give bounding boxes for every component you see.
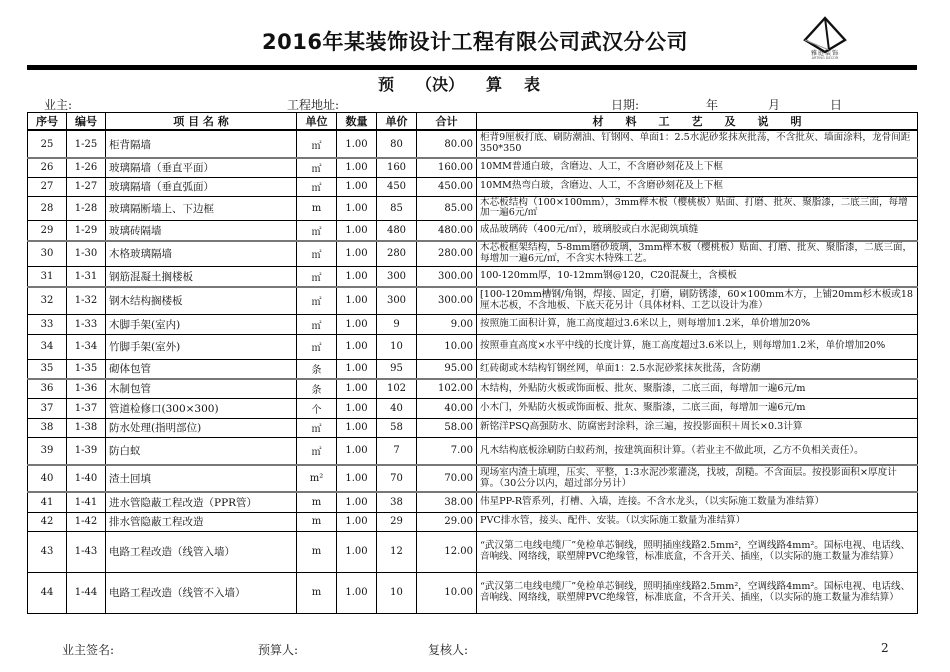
estimator-label: 预算人: xyxy=(258,643,299,657)
row-code: 1-36 xyxy=(67,379,106,398)
table-row xyxy=(28,398,918,418)
row-seq: 34 xyxy=(28,334,67,359)
row-unit-price: 85 xyxy=(377,196,417,220)
row-qty: 1.00 xyxy=(337,572,377,613)
row-seq: 31 xyxy=(28,266,67,287)
row-qty: 1.00 xyxy=(337,379,377,398)
row-unit-price: 280 xyxy=(377,241,417,266)
row-description: 伟星PP-R管系列，打槽、入墙，连接。不含水龙头，（以实际施工数量为准结算） xyxy=(477,492,918,512)
row-code: 1-29 xyxy=(67,220,106,241)
row-unit: ㎡ xyxy=(297,220,337,241)
row-description: 现场室内渣土填埋，压实、平整，1:3水泥沙浆灌浇，找坡，刮糙。不含面层。按投影面积×厚度计算。（30公分以内，超过部分另计） xyxy=(477,465,918,492)
row-seq: 29 xyxy=(28,220,67,241)
logo-name-cn: 雅庭装饰 xyxy=(810,50,839,57)
row-code: 1-39 xyxy=(67,437,106,465)
row-description: 木芯板结构（100×100mm），3mm榉木板（樱桃板）贴面、打磨、批灰、聚脂漆，二底三面，每增加一遍6元/㎡ xyxy=(477,196,918,220)
row-unit-price: 12 xyxy=(377,531,417,572)
row-seq: 26 xyxy=(28,158,67,177)
address-label: 工程地址: xyxy=(287,98,340,112)
row-code: 1-25 xyxy=(67,130,106,158)
row-total: 58.00 xyxy=(417,418,477,437)
table-row xyxy=(28,492,918,512)
row-item-name: 木格玻璃隔墙 xyxy=(106,241,297,266)
row-seq: 44 xyxy=(28,572,67,613)
row-item-name: 进水管隐蔽工程改造（PPR管） xyxy=(106,492,297,512)
row-unit-price: 29 xyxy=(377,512,417,531)
row-description: 按照施工面积计算，施工高度超过3.6米以上，则每增加1.2米，单价增加20% xyxy=(477,314,918,334)
row-unit-price: 95 xyxy=(377,359,417,379)
row-total: 10.00 xyxy=(417,572,477,613)
row-description: 按照垂直高度×水平中线的长度计算，施工高度超过3.6米以上，则每增加1.2米，单价增加20% xyxy=(477,334,918,359)
row-total: 80.00 xyxy=(417,130,477,158)
row-unit: ㎡ xyxy=(297,266,337,287)
subtitle-char: 表 xyxy=(524,75,541,94)
row-item-name: 竹脚手架(室外) xyxy=(106,334,297,359)
row-item-name: 电路工程改造（线管不入墙） xyxy=(106,572,297,613)
table-row xyxy=(28,241,918,266)
row-qty: 1.00 xyxy=(337,334,377,359)
row-code: 1-34 xyxy=(67,334,106,359)
row-code: 1-26 xyxy=(67,158,106,177)
row-item-name: 玻璃隔墙（垂直平面） xyxy=(106,158,297,177)
row-seq: 40 xyxy=(28,465,67,492)
col-header-price: 单价 xyxy=(377,113,417,131)
row-total: 70.00 xyxy=(417,465,477,492)
reviewer-label: 复核人: xyxy=(428,643,469,657)
row-code: 1-31 xyxy=(67,266,106,287)
row-unit-price: 7 xyxy=(377,437,417,465)
row-unit-price: 10 xyxy=(377,572,417,613)
row-seq: 25 xyxy=(28,130,67,158)
row-item-name: 渣土回填 xyxy=(106,465,297,492)
row-unit: ㎡ xyxy=(297,177,337,196)
row-total: 7.00 xyxy=(417,437,477,465)
row-unit-price: 102 xyxy=(377,379,417,398)
table-body xyxy=(28,130,918,613)
row-item-name: 玻璃隔墙（垂直弧面） xyxy=(106,177,297,196)
row-qty: 1.00 xyxy=(337,465,377,492)
row-unit: ㎡ xyxy=(297,241,337,266)
row-unit-price: 80 xyxy=(377,130,417,158)
row-unit: m xyxy=(297,572,337,613)
form-subtitle xyxy=(378,72,562,95)
col-header-total: 合计 xyxy=(417,113,477,131)
year-label: 年 xyxy=(706,98,719,112)
row-code: 1-27 xyxy=(67,177,106,196)
row-description: [100-120mm槽钢/角钢，焊接、固定，打磨，刷防锈漆，60×100mm木方，上铺20mm杉木板或18厘木芯板，不含地板、下底天花另计（具体材料、工艺以设计为准） xyxy=(477,287,918,314)
row-seq: 39 xyxy=(28,437,67,465)
row-qty: 1.00 xyxy=(337,314,377,334)
row-code: 1-38 xyxy=(67,418,106,437)
row-unit: m xyxy=(297,492,337,512)
row-code: 1-42 xyxy=(67,512,106,531)
row-total: 95.00 xyxy=(417,359,477,379)
row-item-name: 电路工程改造（线管入墙） xyxy=(106,531,297,572)
subtitle-char: 算 xyxy=(486,75,503,94)
subtitle-char: 预 xyxy=(378,75,395,94)
col-header-desc: 材 料 工 艺 及 说 明 xyxy=(477,113,918,131)
table-row xyxy=(28,572,918,613)
row-item-name: 钢木结构搁楼板 xyxy=(106,287,297,314)
table-row xyxy=(28,314,918,334)
row-item-name: 木制包管 xyxy=(106,379,297,398)
row-seq: 41 xyxy=(28,492,67,512)
table-row xyxy=(28,334,918,359)
table-row xyxy=(28,418,918,437)
row-unit: 个 xyxy=(297,398,337,418)
row-qty: 1.00 xyxy=(337,287,377,314)
budget-table xyxy=(27,112,918,614)
row-code: 1-41 xyxy=(67,492,106,512)
logo-name-en: ARTING DECOR xyxy=(811,56,839,60)
row-total: 38.00 xyxy=(417,492,477,512)
row-unit: ㎡ xyxy=(297,287,337,314)
row-unit-price: 450 xyxy=(377,177,417,196)
row-item-name: 玻璃砖隔墙 xyxy=(106,220,297,241)
row-code: 1-30 xyxy=(67,241,106,266)
row-description: “武汉第二电线电缆厂”免检单芯铜线，照明插座线路2.5mm²，空调线路4mm²。国标电视、电话线、音响线、网络线，联塑牌PVC绝缘管，标准底盒，不含开关、插座，（以实际的施工数量为准结算） xyxy=(477,531,918,572)
row-seq: 43 xyxy=(28,531,67,572)
row-code: 1-35 xyxy=(67,359,106,379)
row-item-name: 柜背隔墙 xyxy=(106,130,297,158)
row-qty: 1.00 xyxy=(337,196,377,220)
row-total: 12.00 xyxy=(417,531,477,572)
row-qty: 1.00 xyxy=(337,359,377,379)
row-code: 1-40 xyxy=(67,465,106,492)
header-rule xyxy=(27,65,917,70)
row-total: 9.00 xyxy=(417,314,477,334)
table-row xyxy=(28,177,918,196)
table-row xyxy=(28,287,918,314)
row-unit-price: 480 xyxy=(377,220,417,241)
row-seq: 38 xyxy=(28,418,67,437)
row-total: 40.00 xyxy=(417,398,477,418)
row-item-name: 玻璃隔断墙上、下边框 xyxy=(106,196,297,220)
row-description: 木芯板框架结构，5-8mm磨砂玻璃，3mm榉木板（樱桃板）贴面、打磨、批灰、聚脂漆，二底三面，每增加一遍6元/㎡，不含实木特殊工艺。 xyxy=(477,241,918,266)
row-description: 10MM普通白玻，含磨边、人工，不含磨砂刻花及上下框 xyxy=(477,158,918,177)
row-total: 300.00 xyxy=(417,287,477,314)
row-seq: 42 xyxy=(28,512,67,531)
row-unit-price: 10 xyxy=(377,334,417,359)
table-row xyxy=(28,220,918,241)
row-unit: m xyxy=(297,531,337,572)
row-qty: 1.00 xyxy=(337,220,377,241)
row-unit: ㎡ xyxy=(297,437,337,465)
row-qty: 1.00 xyxy=(337,512,377,531)
table-row xyxy=(28,196,918,220)
row-description: 新铭洋PSQ高强防水、防腐密封涂料，涂三遍，按投影面积＋周长×0.3计算 xyxy=(477,418,918,437)
row-item-name: 管道检修口(300×300) xyxy=(106,398,297,418)
row-description: 10MM热弯白玻，含磨边、人工，不含磨砂刻花及上下框 xyxy=(477,177,918,196)
row-description: 红砖砌或木结构钉钢丝网，单面1：2.5水泥砂浆抹灰批荡，含防潮 xyxy=(477,359,918,379)
row-code: 1-33 xyxy=(67,314,106,334)
month-label: 月 xyxy=(768,98,781,112)
row-code: 1-32 xyxy=(67,287,106,314)
row-unit-price: 300 xyxy=(377,266,417,287)
row-description: 凡木结构底板涂刷防白蚁药剂，按建筑面积计算。（若业主不做此项，乙方不负相关责任）。 xyxy=(477,437,918,465)
row-description: “武汉第二电线电缆厂”免检单芯铜线，照明插座线路2.5mm²，空调线路4mm²。国标电视、电话线、音响线、网络线，联塑牌PVC绝缘管，标准底盒，不含开关、插座，（以实际的施工数量为准结算） xyxy=(477,572,918,613)
row-item-name: 钢筋混凝土搁楼板 xyxy=(106,266,297,287)
row-unit-price: 40 xyxy=(377,398,417,418)
row-total: 450.00 xyxy=(417,177,477,196)
day-label: 日 xyxy=(830,98,843,112)
row-item-name: 排水管隐蔽工程改造 xyxy=(106,512,297,531)
row-item-name: 木脚手架(室内) xyxy=(106,314,297,334)
row-total: 280.00 xyxy=(417,241,477,266)
row-seq: 33 xyxy=(28,314,67,334)
table-row xyxy=(28,531,918,572)
row-qty: 1.00 xyxy=(337,177,377,196)
row-seq: 37 xyxy=(28,398,67,418)
row-unit: ㎡ xyxy=(297,334,337,359)
row-item-name: 砌体包管 xyxy=(106,359,297,379)
row-unit-price: 70 xyxy=(377,465,417,492)
row-seq: 35 xyxy=(28,359,67,379)
table-row xyxy=(28,158,918,177)
row-description: 木结构，外贴防火板或饰面板、批灰、聚脂漆，二底三面，每增加一遍6元/m xyxy=(477,379,918,398)
table-row xyxy=(28,465,918,492)
col-header-seq: 序号 xyxy=(28,113,67,131)
col-header-code: 编号 xyxy=(67,113,106,131)
row-unit-price: 160 xyxy=(377,158,417,177)
row-unit: ㎡ xyxy=(297,158,337,177)
row-item-name: 防水处理(指明部位) xyxy=(106,418,297,437)
row-total: 10.00 xyxy=(417,334,477,359)
table-row xyxy=(28,359,918,379)
row-code: 1-43 xyxy=(67,531,106,572)
row-unit: m xyxy=(297,196,337,220)
row-qty: 1.00 xyxy=(337,492,377,512)
row-unit-price: 58 xyxy=(377,418,417,437)
row-seq: 27 xyxy=(28,177,67,196)
owner-label: 业主: xyxy=(44,98,73,112)
col-header-unit: 单位 xyxy=(297,113,337,131)
row-total: 480.00 xyxy=(417,220,477,241)
table-row xyxy=(28,130,918,158)
row-code: 1-37 xyxy=(67,398,106,418)
row-item-name: 防白蚁 xyxy=(106,437,297,465)
table-row xyxy=(28,266,918,287)
table-header-row xyxy=(28,113,918,131)
row-description: 小木门，外贴防火板或饰面板、批灰、聚脂漆，二底三面，每增加一遍6元/m xyxy=(477,398,918,418)
row-total: 85.00 xyxy=(417,196,477,220)
page-number: 2 xyxy=(881,641,889,655)
row-qty: 1.00 xyxy=(337,130,377,158)
row-qty: 1.00 xyxy=(337,437,377,465)
row-qty: 1.00 xyxy=(337,158,377,177)
row-total: 300.00 xyxy=(417,266,477,287)
row-unit: m² xyxy=(297,465,337,492)
row-description: 成品玻璃砖（400元/㎡），玻璃胶或白水泥砌筑填缝 xyxy=(477,220,918,241)
row-seq: 28 xyxy=(28,196,67,220)
row-qty: 1.00 xyxy=(337,266,377,287)
row-qty: 1.00 xyxy=(337,418,377,437)
row-unit: ㎡ xyxy=(297,130,337,158)
row-unit: 条 xyxy=(297,379,337,398)
row-unit: ㎡ xyxy=(297,418,337,437)
row-unit: ㎡ xyxy=(297,314,337,334)
row-unit: 条 xyxy=(297,359,337,379)
document-title: 2016年某装饰设计工程有限公司武汉分公司 xyxy=(262,30,688,54)
row-total: 160.00 xyxy=(417,158,477,177)
row-total: 29.00 xyxy=(417,512,477,531)
table-row xyxy=(28,512,918,531)
table-row xyxy=(28,437,918,465)
row-qty: 1.00 xyxy=(337,531,377,572)
col-header-name: 项 目 名 称 xyxy=(106,113,297,131)
row-seq: 30 xyxy=(28,241,67,266)
row-qty: 1.00 xyxy=(337,398,377,418)
row-description: 100-120mm厚，10-12mm钢@120，C20混凝土，含模板 xyxy=(477,266,918,287)
date-label: 日期: xyxy=(611,98,640,112)
row-unit-price: 38 xyxy=(377,492,417,512)
row-unit-price: 300 xyxy=(377,287,417,314)
row-seq: 36 xyxy=(28,379,67,398)
col-header-qty: 数量 xyxy=(337,113,377,131)
row-code: 1-28 xyxy=(67,196,106,220)
row-unit: m xyxy=(297,512,337,531)
subtitle-char: （决） xyxy=(416,75,465,94)
row-description: 柜背9厘板打底、刷防潮油、钉钢网、单面1：2.5水泥砂浆抹灰批荡，不含批灰、墙面涂料，龙骨间距350*350 xyxy=(477,130,918,158)
row-qty: 1.00 xyxy=(337,241,377,266)
row-total: 102.00 xyxy=(417,379,477,398)
row-seq: 32 xyxy=(28,287,67,314)
table-row xyxy=(28,379,918,398)
owner-sign-label: 业主签名: xyxy=(62,643,115,657)
row-description: PVC排水管，接头、配件、安装。（以实际施工数量为准结算） xyxy=(477,512,918,531)
row-unit-price: 9 xyxy=(377,314,417,334)
row-code: 1-44 xyxy=(67,572,106,613)
